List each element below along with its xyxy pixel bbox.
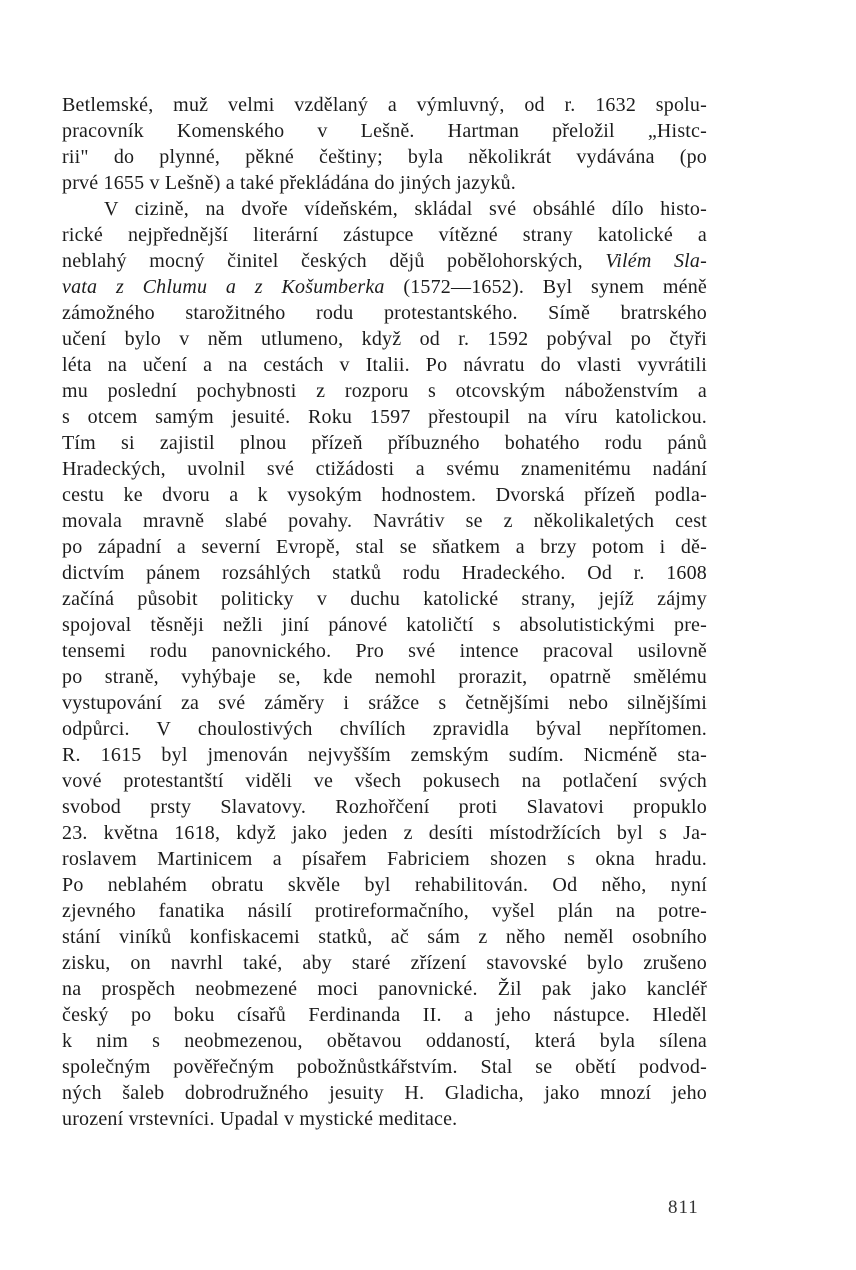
text-line [62, 248, 707, 274]
text-line: k nim s neobmezenou, obětavou oddaností, která byla sílena [62, 1030, 707, 1052]
text-line: stání viníků konfiskacemi statků, ač sám z něho neměl osobního [62, 926, 707, 948]
text-line: R. 1615 byl jmenován nejvyšším zemským sudím. Nicméně sta- [62, 744, 707, 766]
text-line: 23. května 1618, když jako jeden z desíti místodržících byl s Ja- [62, 822, 707, 844]
text-line: roslavem Martinicem a písařem Fabriciem shozen s okna hradu. [62, 848, 707, 870]
text-line: dictvím pánem rozsáhlých statků rodu Hradeckého. Od r. 1608 [62, 562, 707, 584]
text-line: tensemi rodu panovnického. Pro své intence pracoval usilovně [62, 640, 707, 662]
text-line: rii" do plynné, pěkné češtiny; byla několikrát vydávána (po [62, 146, 707, 168]
text-line: svobod prsty Slavatovy. Rozhořčení proti Slavatovi propuklo [62, 796, 707, 818]
text-line: mu poslední pochybnosti z rozporu s otcovským náboženstvím a [62, 380, 707, 402]
text-line: zjevného fanatika násilí protireformačního, vyšel plán na potre- [62, 900, 707, 922]
italic-name: Vilém Sla- [605, 250, 707, 272]
text-line: vové protestantští viděli ve všech pokusech na potlačení svých [62, 770, 707, 792]
text-line: zámožného starožitného rodu protestantského. Símě bratrského [62, 302, 707, 324]
text-line: zisku, on navrhl také, aby staré zřízení stavovské bylo zrušeno [62, 952, 707, 974]
text-line: spojoval těsněji nežli jiní pánové katoličtí s absolutistickými pre- [62, 614, 707, 636]
text-line: pracovník Komenského v Lešně. Hartman přeložil „Histc- [62, 120, 707, 142]
text-line: cestu ke dvoru a k vysokým hodnostem. Dvorská přízeň podla- [62, 484, 707, 506]
text-line: prvé 1655 v Lešně) a také překládána do jiných jazyků. [62, 172, 516, 194]
text-line: začíná působit politicky v duchu katolické strany, jejíž zájmy [62, 588, 707, 610]
text-line: Hradeckých, uvolnil své ctižádosti a svému znamenitému nadání [62, 458, 707, 480]
text-line: učení bylo v něm utlumeno, když od r. 1592 pobýval po čtyři [62, 328, 707, 350]
text-line: český po boku císařů Ferdinanda II. a jeho nástupce. Hleděl [62, 1004, 707, 1026]
text-line: V cizině, na dvoře vídeňském, skládal své obsáhlé dílo histo- [104, 198, 707, 220]
text-line: ných šaleb dobrodružného jesuity H. Gladicha, jako mnozí jeho [62, 1082, 707, 1104]
text-line: s otcem samým jesuité. Roku 1597 přestoupil na víru katolickou. [62, 406, 707, 428]
text-line: Tím si zajistil plnou přízeň příbuzného bohatého rodu pánů [62, 432, 707, 454]
text-line: urození vrstevníci. Upadal v mystické meditace. [62, 1108, 458, 1130]
text-segment: neblahý mocný činitel českých dějů pobělohorských, [62, 250, 606, 272]
text-line: na prospěch neobmezené moci panovnické. Žil pak jako kancléř [62, 978, 707, 1000]
page-number: 811 [668, 1197, 699, 1218]
italic-name: vata z Chlumu a z Košumberka [62, 276, 385, 298]
text-line: Betlemské, muž velmi vzdělaný a výmluvný, od r. 1632 spolu- [62, 94, 707, 116]
body-text [62, 92, 707, 1132]
text-line: vystupování za své záměry i srážce s četnějšími nebo silnějšími [62, 692, 707, 714]
text-line: Po neblahém obratu skvěle byl rehabilitován. Od něho, nyní [62, 874, 707, 896]
text-segment: (1572—1652). Byl synem méně [403, 276, 708, 298]
text-line [62, 274, 707, 300]
text-line: společným pověřečným pobožnůstkářstvím. Stal se obětí podvod- [62, 1056, 707, 1078]
text-line: movala mravně slabé povahy. Navrátiv se z několikaletých cest [62, 510, 707, 532]
text-line: po straně, vyhýbaje se, kde nemohl prorazit, opatrně smělému [62, 666, 707, 688]
text-line: rické nejpřednější literární zástupce vítězné strany katolické a [62, 224, 707, 246]
text-line: léta na učení a na cestách v Italii. Po návratu do vlasti vyvrátili [62, 354, 707, 376]
text-line: odpůrci. V choulostivých chvílích zpravidla býval nepřítomen. [62, 718, 707, 740]
text-line: po západní a severní Evropě, stal se sňatkem a brzy potom i dě- [62, 536, 707, 558]
